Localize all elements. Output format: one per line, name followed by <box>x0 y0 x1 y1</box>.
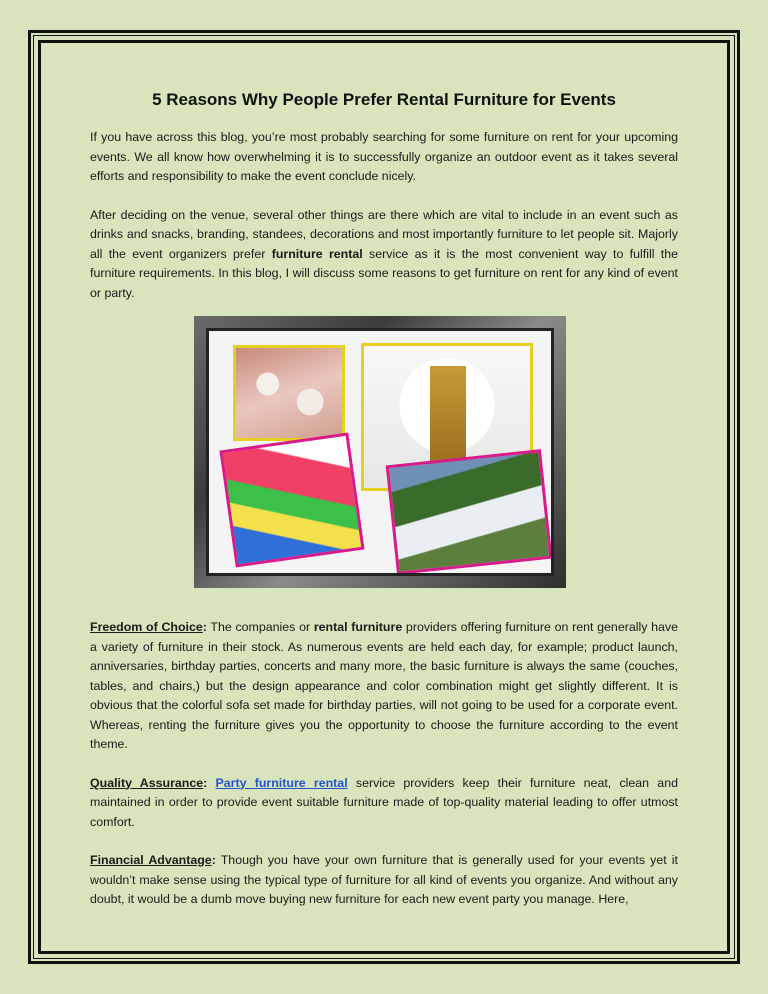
freedom-heading: Freedom of Choice <box>90 620 203 634</box>
outdoor-event-photo <box>386 449 553 575</box>
party-furniture-rental-link[interactable]: Party furniture rental <box>215 775 348 790</box>
freedom-colon: : <box>202 620 207 634</box>
intro-paragraph-2 <box>90 206 678 304</box>
quality-heading: Quality Assurance <box>90 775 204 790</box>
freedom-bold: rental furniture <box>313 620 403 634</box>
furniture-collage <box>206 328 554 576</box>
intro-paragraph-1: If you have across this blog, you’re most probably searching for some furniture on rent for your upcoming events. We all know how overwhelming it is to successfully organize an outdoor event as it takes several efforts and responsibility to make the event conclude nicely. <box>90 130 678 183</box>
kids-furniture-photo <box>219 433 364 568</box>
intro-2-text-after: service as it is the most convenient way to fulfill the furniture requirements. In this blog, I will discuss some reasons to get furniture on rent for any kind of event or party. <box>90 246 679 300</box>
freedom-text-before: The companies or <box>206 620 314 634</box>
financial-colon: : <box>211 853 216 867</box>
section-freedom-of-choice <box>90 618 678 755</box>
financial-heading: Financial Advantage <box>90 853 212 867</box>
section-quality-assurance <box>90 774 678 833</box>
financial-text-after: Though you have your own furniture that is generally used for your events yet it wouldn’t make sense using the typical type of furniture for all kind of events you organize. And without any doubt, it would be a dumb move buying new furniture for each new event party you manage. Here, <box>90 853 678 906</box>
freedom-text-after: providers offering furniture on rent generally have a variety of furniture in their stock. As numerous events are held each day, for example; product launch, anniversaries, birthday parties, concerts and many more, the basic furniture is always the same (couches, tables, and chairs,) but the design appearance and color combination might get slightly different. It is obvious that the colorful sofa set made for birthday parties, will not going to be used for a corporate event. Whereas, renting the furniture gives you the opportunity to choose the furniture according to the event theme. <box>90 620 679 751</box>
intro-2-bold: furniture rental <box>271 246 363 261</box>
furniture-collage-wrapper <box>90 316 678 596</box>
page-title: 5 Reasons Why People Prefer Rental Furniture for Events <box>152 90 616 109</box>
section-financial-advantage <box>90 851 678 910</box>
furniture-collage-frame <box>194 316 566 588</box>
banquet-chairs-photo <box>233 345 345 441</box>
document-body <box>90 88 678 929</box>
intro-2-text-before: After deciding on the venue, several other things are there which are vital to include in an event such as drinks and snacks, branding, standees, decorations and most importantly furniture to let people sit. Majorly all the event organizers prefer <box>90 207 678 261</box>
quality-colon: : <box>203 775 216 790</box>
quality-text-after: service providers keep their furniture neat, clean and maintained in order to provide event suitable furniture made of top-quality material leading to offer utmost comfort. <box>90 775 678 829</box>
